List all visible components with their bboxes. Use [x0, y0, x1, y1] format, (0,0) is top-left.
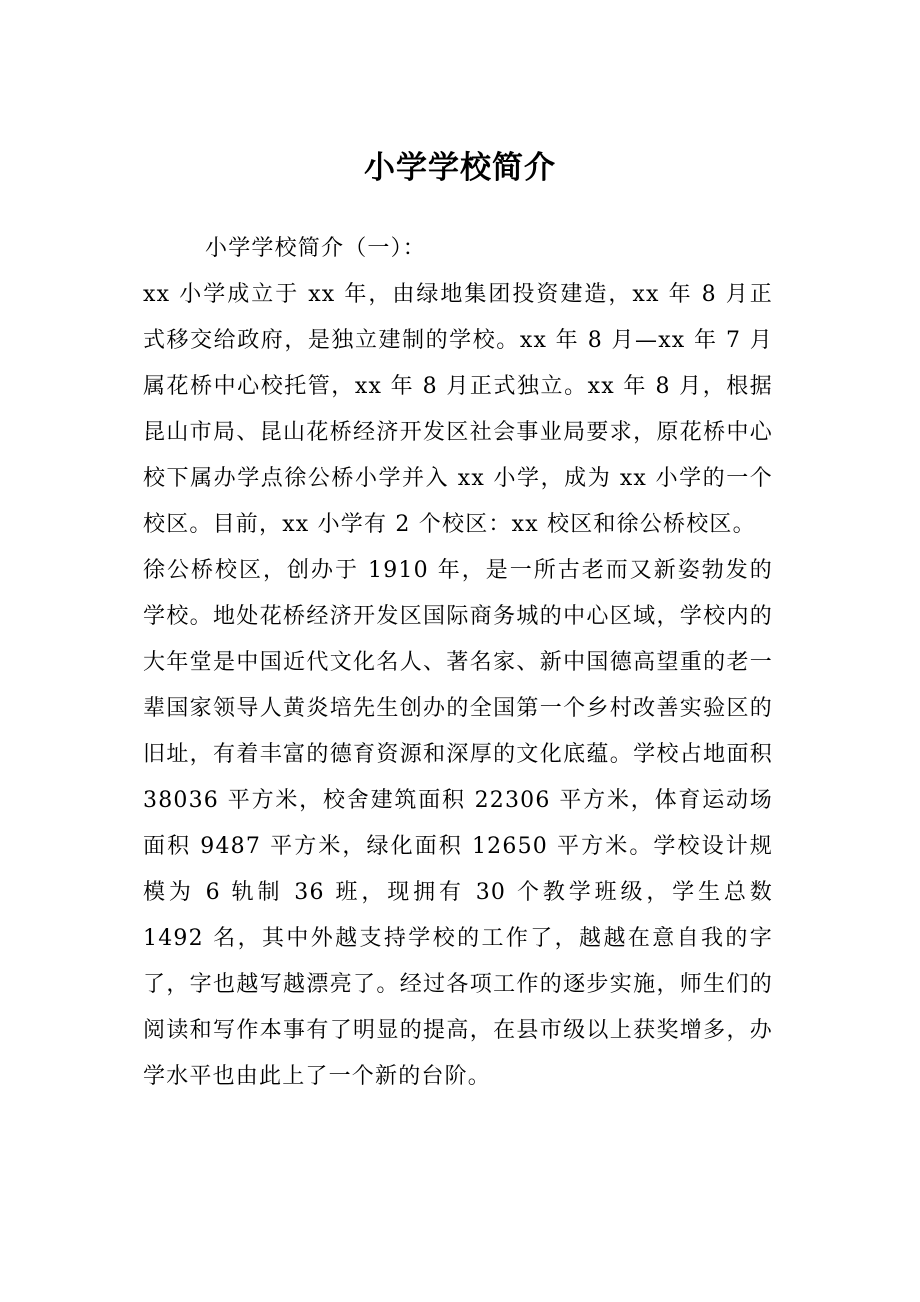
document-body: [143, 226, 773, 1100]
document-title: 小学学校简介: [364, 150, 556, 186]
intro-heading: 小学学校简介（一）：: [205, 236, 427, 261]
paragraph-history: xx 小学成立于 xx 年，由绿地集团投资建造，xx 年 8 月正式移交给政府，是独立建制的学校。xx 年 8 月—xx 年 7 月属花桥中心校托管，xx 年 8 月正式独立。xx 年 8 月，根据昆山市局、昆山花桥经济开发区社会事业局要求，原花桥中心校下属办学点徐公桥小学并入 xx 小学，成为 xx 小学的一个校区。目前，xx 小学有 2 个校区：xx 校区和徐公桥校区。: [143, 282, 773, 537]
paragraph-xugongqiao-campus: 徐公桥校区，创办于 1910 年，是一所古老而又新姿勃发的学校。地处花桥经济开发区国际商务城的中心区域，学校内的大年堂是中国近代文化名人、著名家、新中国德高望重的老一辈国家领导人黄炎培先生创办的全国第一个乡村改善实验区的旧址，有着丰富的德育资源和深厚的文化底蕴。学校占地面积 38036 平方米，校舍建筑面积 22306 平方米，体育运动场面积 9487 平方米，绿化面积 12650 平方米。学校设计规模为 6 轨制 36 班，现拥有 30 个教学班级，学生总数 1492 名，其中外越支持学校的工作了，越越在意自我的字了，字也越写越漂亮了。经过各项工作的逐步实施，师生们的阅读和写作本事有了明显的提高，在县市级以上获奖增多，办学水平也由此上了一个新的台阶。: [143, 558, 773, 1089]
